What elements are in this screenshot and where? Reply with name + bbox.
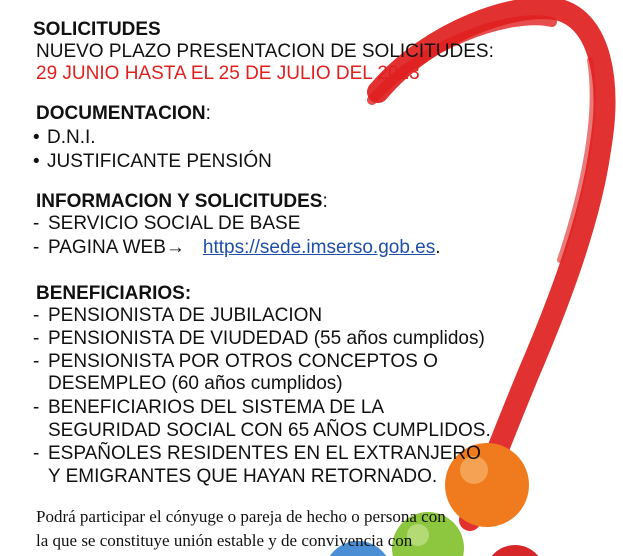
arrow-right-icon: → xyxy=(165,237,185,258)
bullet-icon: • xyxy=(33,127,40,148)
documentacion-item-justificante: JUSTIFICANTE PENSIÓN xyxy=(47,151,272,172)
solicitudes-dates: 29 JUNIO HASTA EL 25 DE JULIO DEL 2023 xyxy=(36,63,420,84)
list-item xyxy=(33,443,481,465)
beneficiarios-item-otros-l1: PENSIONISTA POR OTROS CONCEPTOS O xyxy=(48,351,438,372)
beneficiarios-item-otros-l2: DESEMPLEO (60 años cumplidos) xyxy=(48,373,343,394)
list-item xyxy=(33,213,300,235)
informacion-colon: : xyxy=(322,191,328,212)
documentacion-item-dni: D.N.I. xyxy=(47,127,96,148)
documentacion-heading xyxy=(36,103,211,125)
dash-icon: - xyxy=(33,351,40,372)
dash-icon: - xyxy=(33,443,40,464)
informacion-web-label: PAGINA WEB xyxy=(48,237,166,258)
solicitudes-heading: SOLICITUDES xyxy=(33,19,161,40)
list-item xyxy=(33,351,438,373)
documentacion-heading-text: DOCUMENTACION xyxy=(36,103,206,124)
dash-icon: - xyxy=(33,237,40,258)
paragraph-line-1: Podrá participar el cónyuge o pareja de hecho o persona con xyxy=(36,507,446,526)
web-link-period: . xyxy=(435,237,441,258)
documentacion-colon: : xyxy=(205,103,211,124)
informacion-heading-text: INFORMACION Y SOLICITUDES xyxy=(36,191,323,212)
informacion-item-servicio: SERVICIO SOCIAL DE BASE xyxy=(48,213,301,234)
list-item xyxy=(33,328,485,350)
beneficiarios-item-sistema-l1: BENEFICIARIOS DEL SISTEMA DE LA xyxy=(48,397,385,418)
list-item xyxy=(33,127,96,149)
list-item xyxy=(33,151,272,173)
web-link[interactable]: https://sede.imserso.gob.es xyxy=(202,237,436,258)
list-item xyxy=(33,397,384,419)
dash-icon: - xyxy=(33,213,40,234)
beneficiarios-heading: BENEFICIARIOS: xyxy=(36,283,192,304)
dash-icon: - xyxy=(33,397,40,418)
bullet-icon: • xyxy=(33,151,40,172)
list-item xyxy=(33,237,441,259)
paragraph-line-2: la que se constituye unión estable y de convivencia con xyxy=(36,531,413,550)
beneficiarios-item-sistema-l2: SEGURIDAD SOCIAL CON 65 AÑOS CUMPLIDOS. xyxy=(48,420,491,441)
solicitudes-deadline-text: NUEVO PLAZO PRESENTACION DE SOLICITUDES: xyxy=(36,41,494,62)
dash-icon: - xyxy=(33,305,40,326)
informacion-heading xyxy=(36,191,328,213)
beneficiarios-item-jubilacion: PENSIONISTA DE JUBILACION xyxy=(48,305,323,326)
beneficiarios-item-espanoles-l1: ESPAÑOLES RESIDENTES EN EL EXTRANJERO xyxy=(48,443,481,464)
beneficiarios-item-viudedad: PENSIONISTA DE VIUDEDAD (55 años cumplidos) xyxy=(48,328,485,349)
list-item xyxy=(33,305,322,327)
dash-icon: - xyxy=(33,328,40,349)
beneficiarios-item-espanoles-l2: Y EMIGRANTES QUE HAYAN RETORNADO. xyxy=(48,466,438,487)
